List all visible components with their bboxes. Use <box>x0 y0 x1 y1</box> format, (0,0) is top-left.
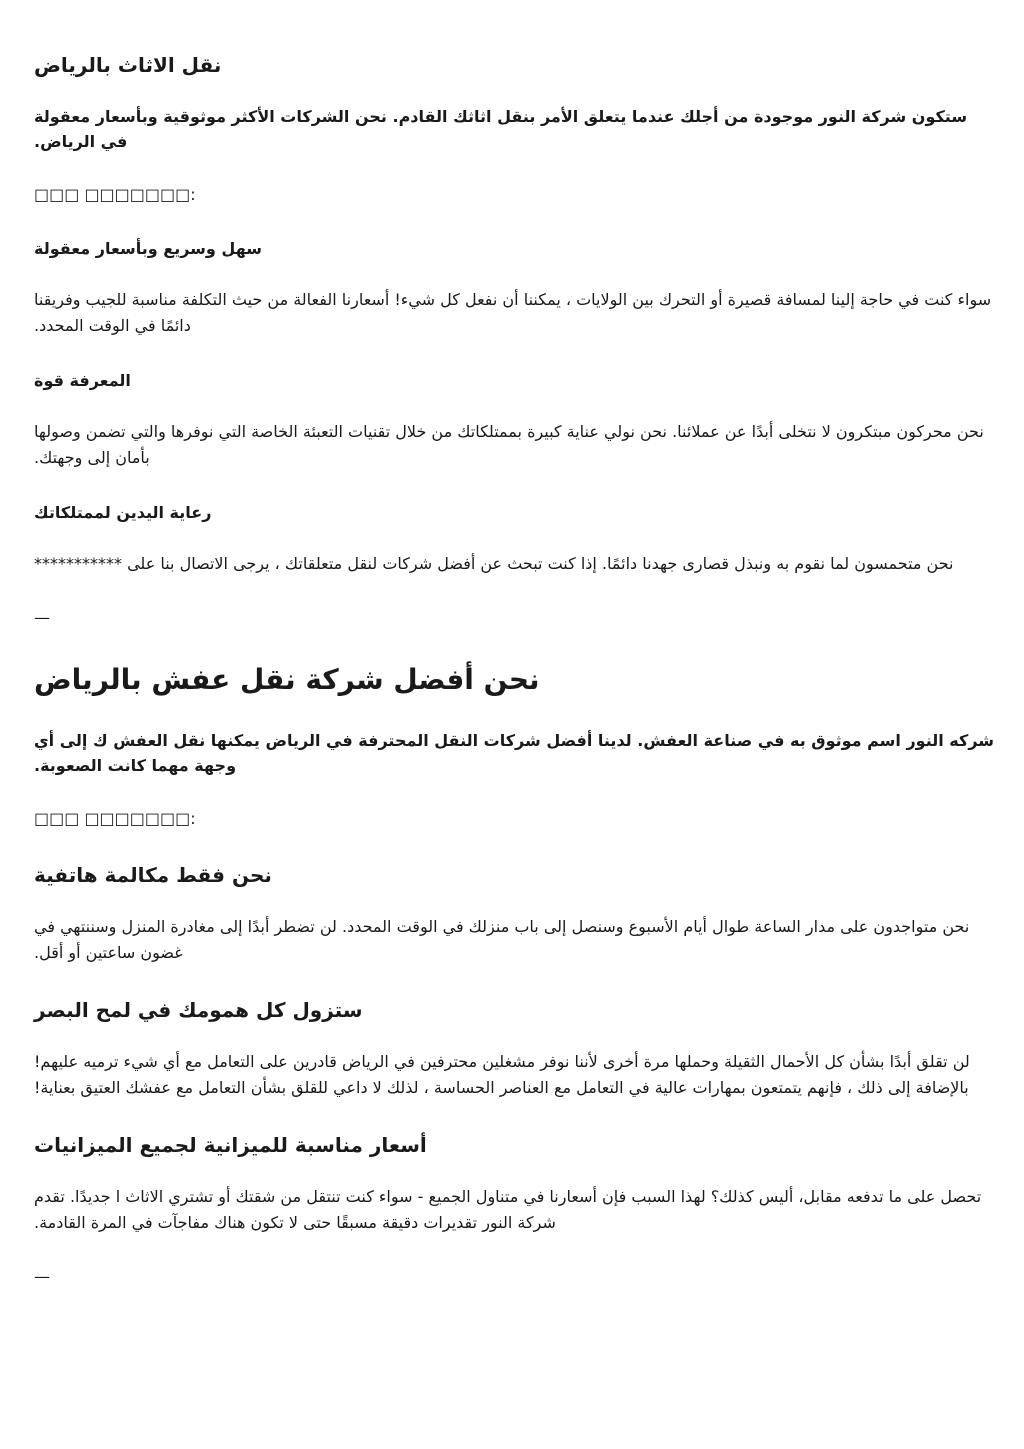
section2-item1-heading: نحن فقط مكالمة هاتفية <box>34 863 272 887</box>
section2-item2-text: لن تقلق أبدًا بشأن كل الأحمال الثقيلة وحملها مرة أخرى لأننا نوفر مشغلين محترفين في الرياض قادرين على التعامل مع أي شيء ترميه عليهم! بالإضافة إلى ذلك ، فإنهم يتمتعون بمهارات عالية في التعامل مع العناصر الحساسة ، لذلك لا داعي للقلق بشأن التعامل مع عفشك العتيق بعناية! <box>34 1052 970 1097</box>
section2-item1-text: نحن متواجدون على مدار الساعة طوال أيام الأسبوع وسنصل إلى باب منزلك في الوقت المحدد. لن تضطر أبدًا إلى مغادرة المنزل وسننتهي في غضون ساعتين أو أقل. <box>34 917 970 962</box>
section2-item3-heading: أسعار مناسبة للميزانية لجميع الميزانيات <box>34 1133 427 1157</box>
document-page <box>34 50 994 1289</box>
section1-label: □□□ □□□□□□□: <box>34 185 196 204</box>
section1-title: نقل الاثاث بالرياض <box>34 53 222 77</box>
section1-item3-text: نحن متحمسون لما نقوم به ونبذل قصارى جهدنا دائمًا. إذا كنت تبحث عن أفضل شركات لنقل متعلقاتك ، يرجى الاتصال بنا على *********** <box>34 554 954 573</box>
section1-item1-heading: سهل وسريع وبأسعار معقولة <box>34 239 262 258</box>
section1-item2-text: نحن محركون مبتكرون لا نتخلى أبدًا عن عملائنا. نحن نولي عناية كبيرة بممتلكاتك من خلال تقنيات التعبئة الخاصة التي نوفرها والتي تضمن وصولها بأمان إلى وجهتك. <box>34 422 984 467</box>
section1-item3-heading: رعاية اليدين لممتلكاتك <box>34 503 212 522</box>
section1-intro: ستكون شركة النور موجودة من أجلك عندما يتعلق الأمر بنقل اثاثك القادم. نحن الشركات الأكثر موثوقية وبأسعار معقولة في الرياض. <box>34 107 968 151</box>
section2-title: نحن أفضل شركة نقل عفش بالرياض <box>34 663 540 696</box>
section2-divider: — <box>34 1267 50 1286</box>
section1-divider: — <box>34 608 50 627</box>
section2-label: □□□ □□□□□□□: <box>34 809 196 828</box>
section2-item2-heading: ستزول كل همومك في لمح البصر <box>34 998 363 1022</box>
section1-item2-heading: المعرفة قوة <box>34 371 131 390</box>
section2-intro: شركه النور اسم موثوق به في صناعة العفش. لدينا أفضل شركات النقل المحترفة في الرياض يمكنها نقل العفش ك إلى أي وجهة مهما كانت الصعوبة. <box>33 731 994 775</box>
section2-item3-text: تحصل على ما تدفعه مقابل، أليس كذلك؟ لهذا السبب فإن أسعارنا في متناول الجميع - سواء كنت تنتقل من شقتك أو تشتري الاثاث ا جديدًا. تقدم شركة النور تقديرات دقيقة مسبقًا حتى لا تكون هناك مفاجآت في المرة القادمة. <box>34 1187 982 1232</box>
section1-item1-text: سواء كنت في حاجة إلينا لمسافة قصيرة أو التحرك بين الولايات ، يمكننا أن نفعل كل شيء! أسعارنا الفعالة من حيث التكلفة مناسبة للجيب وفريقنا دائمًا في الوقت المحدد. <box>34 290 992 335</box>
